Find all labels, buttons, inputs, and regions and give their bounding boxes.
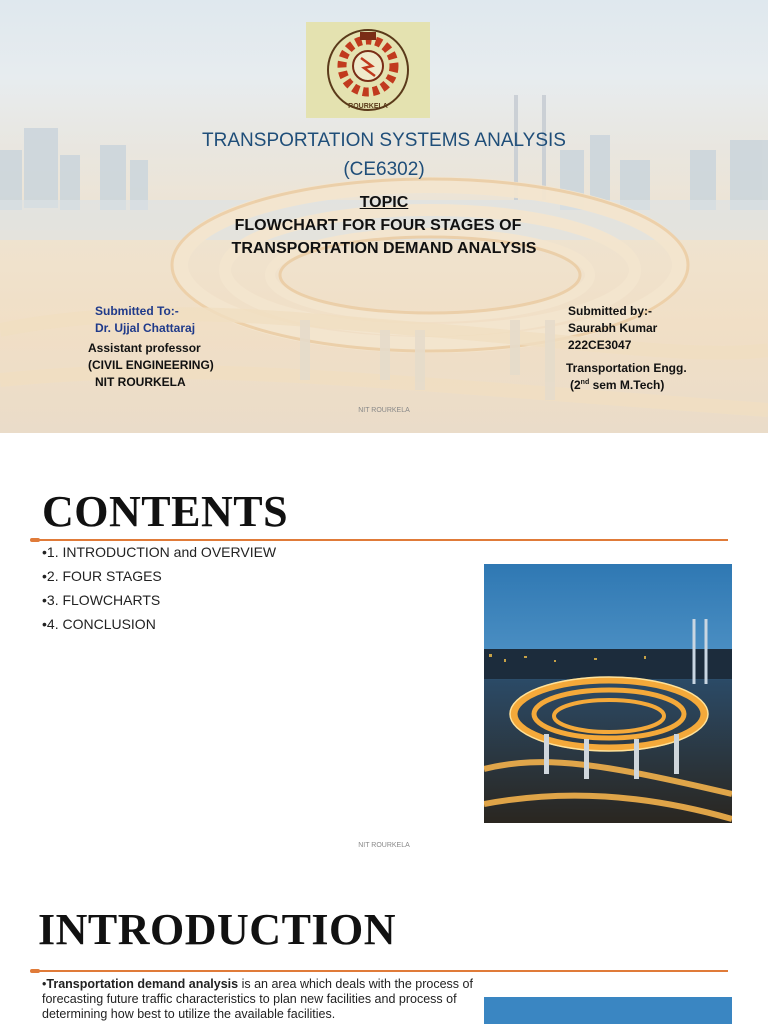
submitted-by-roll: 222CE3047 <box>568 338 632 352</box>
contents-item: •1. INTRODUCTION and OVERVIEW <box>42 544 277 560</box>
submitted-to-role: Assistant professor <box>88 341 201 355</box>
contents-item: •4. CONCLUSION <box>42 616 156 632</box>
introduction-paragraph: •Transportation demand analysis is an area which deals with the process of forecasting future traffic characteristics to plan new facilities and process of determining how best to utilize the available facilities. <box>42 977 473 1021</box>
introduction-slide <box>0 867 768 1024</box>
institute-logo <box>306 22 430 118</box>
topic-line-1: FLOWCHART FOR FOUR STAGES OF <box>234 217 522 234</box>
course-code: (CE6302) <box>343 159 425 180</box>
contents-item: •3. FLOWCHARTS <box>42 592 161 608</box>
submitted-by-branch: Transportation Engg. <box>566 361 687 375</box>
submitted-to-name: Dr. Ujjal Chattaraj <box>95 321 196 335</box>
title-underline <box>34 539 728 541</box>
submitted-by-semester: (2nd sem M.Tech) <box>570 378 665 392</box>
contents-item: •2. FOUR STAGES <box>42 568 162 584</box>
contents-title: CONTENTS <box>42 487 289 536</box>
submitted-by-label: Submitted by:- <box>568 304 652 318</box>
svg-text:ROURKELA: ROURKELA <box>348 103 388 110</box>
title-underline <box>34 970 728 972</box>
introduction-title: INTRODUCTION <box>38 905 397 954</box>
submitted-by-name: Saurabh Kumar <box>568 321 658 335</box>
introduction-photo <box>484 997 732 1024</box>
topic-label: TOPIC <box>359 194 409 211</box>
topic-line-2: TRANSPORTATION DEMAND ANALYSIS <box>231 240 537 257</box>
flyover-night-photo <box>484 564 732 823</box>
course-title: TRANSPORTATION SYSTEMS ANALYSIS <box>202 130 566 151</box>
title-slide <box>0 0 768 433</box>
submitted-to-label: Submitted To:- <box>95 304 179 318</box>
slide-footer: NIT ROURKELA <box>358 842 410 849</box>
submitted-to-institute: NIT ROURKELA <box>95 375 186 389</box>
contents-slide <box>0 433 768 867</box>
slide-footer: NIT ROURKELA <box>358 407 410 414</box>
submitted-to-dept: (CIVIL ENGINEERING) <box>88 358 214 372</box>
